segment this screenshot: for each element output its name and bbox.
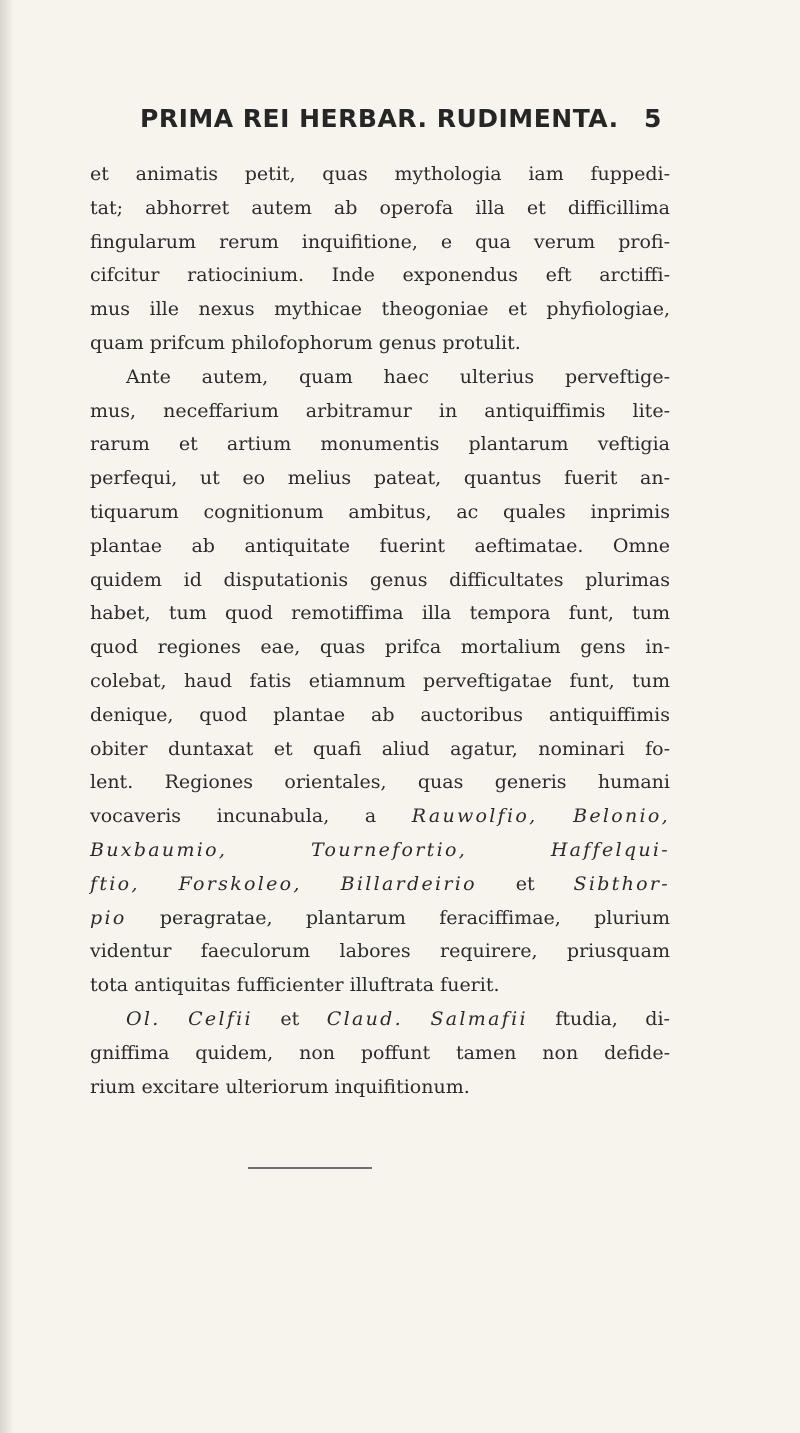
text-line: gniffima quidem, non poffunt tamen non defide-: [90, 1041, 670, 1064]
author-name: Haffelqui-: [550, 838, 670, 861]
text-line: [90, 902, 670, 936]
text-line: tota antiquitas fufficienter illuftrata fuerit.: [90, 974, 500, 997]
text-line: quidem id disputationis genus difficultates plurimas: [90, 568, 670, 591]
page-binding-shadow: [0, 0, 14, 1433]
text-fragment: vocaveris incunabula, a: [90, 805, 377, 828]
running-head: PRIMA REI HERBAR. RUDIMENTA.: [140, 104, 619, 133]
text-line: [90, 834, 670, 868]
text-line: tat; abhorret autem ab operofa illa et difficillima: [90, 196, 670, 219]
text-line: plantae ab antiquitate fuerint aeftimatae. Omne: [90, 534, 670, 557]
author-name: Billardeirio: [340, 872, 477, 895]
text-line: [90, 800, 670, 834]
text-line: lent. Regiones orientales, quas generis humani: [90, 771, 670, 794]
text-line: cifcitur ratiocinium. Inde exponendus eft arctiffi-: [90, 264, 670, 287]
text-line: et animatis petit, quas mythologia iam fuppedi-: [90, 163, 670, 185]
text-line: tiquarum cognitionum ambitus, ac quales inprimis: [90, 500, 670, 523]
text-line: mus ille nexus mythicae theogoniae et phyfiologiae,: [90, 298, 670, 321]
body-text: [90, 158, 670, 1104]
author-name: Celfii: [188, 1007, 253, 1030]
text-line: habet, tum quod remotiffima illa tempora funt, tum: [90, 602, 670, 625]
text-line: videntur faeculorum labores requirere, priusquam: [90, 940, 670, 963]
text-line: quod regiones eae, quas prifca mortalium gens in-: [90, 636, 670, 659]
author-name: Claud.: [326, 1007, 403, 1030]
text-line: rarum et artium monumentis plantarum veftigia: [90, 433, 670, 456]
page-number: 5: [644, 104, 662, 133]
text-line: rium excitare ulteriorum inquifitionum.: [90, 1075, 470, 1098]
text-line: obiter duntaxat et quafi aliud agatur, nominari fo-: [90, 737, 670, 760]
text-fragment: ftudia, di-: [555, 1007, 670, 1030]
text-fragment: et: [515, 872, 535, 895]
text-line: fingularum rerum inquifitione, e qua verum profi-: [90, 230, 670, 253]
author-name: pio: [90, 906, 127, 929]
author-name: Salmafii: [430, 1007, 528, 1030]
text-line: mus, neceffarium arbitramur in antiquiffimis lite-: [90, 399, 670, 422]
author-name: Forskoleo,: [178, 872, 302, 895]
text-line: quam prifcum philofophorum genus protulit.: [90, 331, 521, 354]
author-name: ftio,: [90, 872, 140, 895]
end-rule: [248, 1167, 372, 1169]
text-line: Ante autem, quam haec ulterius perveftige-: [126, 365, 670, 388]
text-line: perfequi, ut eo melius pateat, quantus fuerit an-: [90, 467, 670, 490]
author-name: Ol.: [126, 1007, 161, 1030]
text-line: [90, 868, 670, 902]
text-line: colebat, haud fatis etiamnum perveftigatae funt, tum: [90, 669, 670, 692]
text-line: denique, quod plantae ab auctoribus antiquiffimis: [90, 703, 670, 726]
author-name: Sibthor-: [573, 872, 670, 895]
author-name: Buxbaumio,: [90, 838, 228, 861]
author-name: Tournefortio,: [310, 838, 468, 861]
author-name: Rauwolfio,: [411, 805, 538, 828]
text-fragment: et: [280, 1007, 300, 1030]
text-fragment: peragratae, plantarum feraciffimae, plurium: [159, 906, 670, 929]
text-line: [90, 1003, 670, 1037]
author-name: Belonio,: [573, 805, 670, 828]
